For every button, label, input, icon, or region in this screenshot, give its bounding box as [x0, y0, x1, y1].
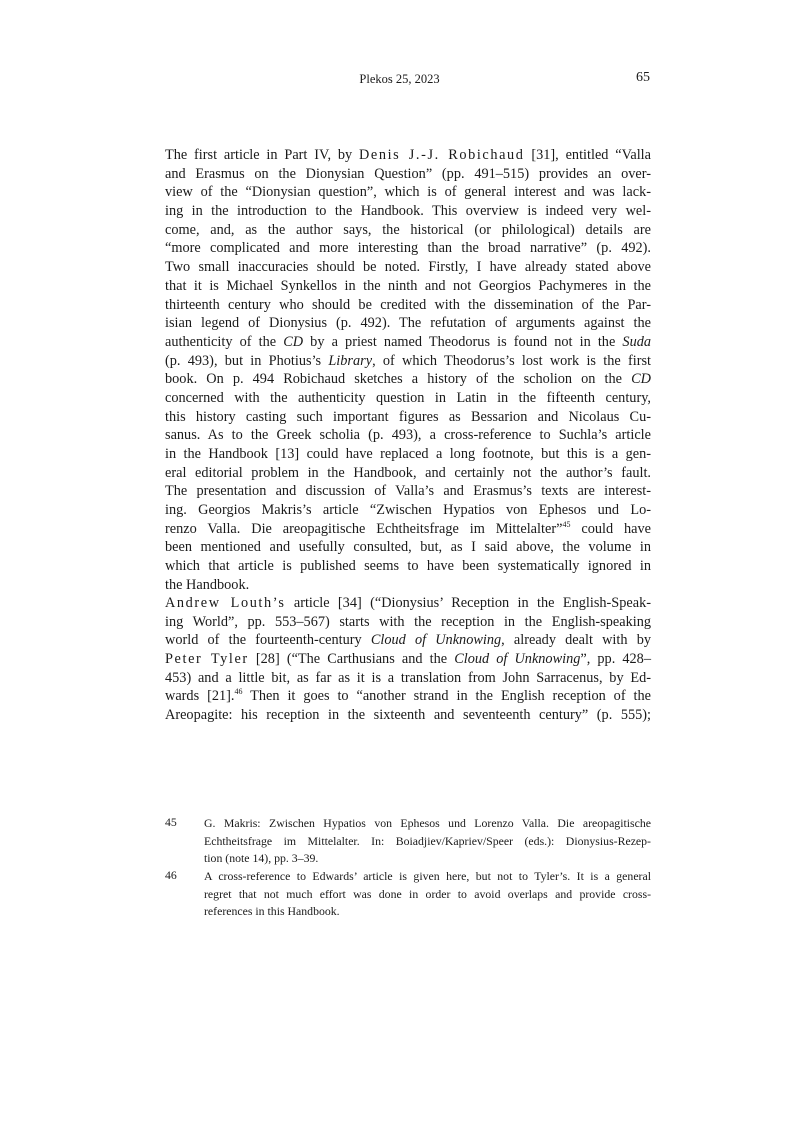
footnote-46 — [165, 868, 651, 921]
text-run: , already dealt with by — [501, 632, 651, 649]
text-line — [165, 314, 651, 333]
page-number: 65 — [636, 70, 650, 85]
text-run: which that article is published seems to have been systematically ignored in — [165, 558, 651, 575]
text-line — [165, 146, 651, 165]
text-line — [165, 165, 651, 184]
text-run: that it is Michael Synkellos in the ninth and not Georgios Pachymeres in the — [165, 277, 651, 294]
text-line — [165, 296, 651, 315]
text-run: eral editorial problem in the Handbook, and certainly not the author’s fault. — [165, 464, 651, 481]
text-line — [165, 258, 651, 277]
text-run: Two small inaccuracies should be noted. Firstly, I have already stated above — [165, 259, 651, 276]
text-line — [165, 557, 651, 576]
text-run: view of the “Dionysian question”, which is of general interest and was lack- — [165, 184, 651, 201]
text-run: been mentioned and usefully consulted, but, as I said above, the volume in — [165, 539, 651, 556]
italic-title: Library — [328, 352, 373, 369]
text-run: tion (note 14), pp. 3–39. — [204, 851, 319, 865]
text-run: thirteenth century who should be credited with the dissemination of the Par- — [165, 296, 651, 313]
text-line — [165, 631, 651, 650]
footnote-text — [204, 815, 651, 868]
footnote-ref: 45 — [562, 519, 571, 529]
text-run: “more complicated and more interesting than the broad narrative” (p. 492). — [165, 240, 651, 257]
text-run: article [34] (“Dionysius’ Reception in the English-Speak- — [285, 595, 652, 611]
text-line — [165, 594, 651, 613]
body-paragraph — [165, 146, 651, 595]
text-line — [165, 426, 651, 445]
text-line — [165, 277, 651, 296]
text-line — [165, 669, 651, 688]
text-run: (p. 493), but in Photius’s — [165, 352, 329, 369]
text-run: world of the fourteenth-century — [165, 632, 371, 649]
text-line — [204, 903, 651, 921]
text-run: ing in the introduction to the Handbook. This overview is indeed very wel- — [165, 203, 651, 220]
text-run: sanus. As to the Greek scholia (p. 493), a cross-reference to Suchla’s article — [165, 427, 651, 444]
italic-title: Cloud of Unknowing — [370, 632, 502, 649]
text-line — [165, 687, 651, 706]
text-line — [165, 650, 651, 669]
text-line — [165, 706, 651, 725]
text-run: ing. Georgios Makris’s article “Zwischen Hypatios von Ephesos und Lo- — [165, 502, 651, 519]
text-run: ing World”, pp. 553–567) starts with the reception in the English-speaking — [165, 613, 651, 630]
text-run: and Erasmus on the Dionysian Question” (pp. 491–515) provides an over- — [165, 165, 651, 182]
text-run: [28] (“The Carthusians and the — [248, 651, 455, 668]
text-line — [165, 221, 651, 240]
text-line — [165, 352, 651, 371]
text-line — [165, 183, 651, 202]
text-run: ”, pp. 428– — [580, 651, 651, 668]
body-paragraph — [165, 594, 651, 725]
text-line — [165, 408, 651, 427]
text-run: , of which Theodorus’s lost work is the first — [372, 352, 651, 369]
text-line — [165, 464, 651, 483]
text-line — [204, 815, 651, 833]
footnote-text — [204, 868, 651, 921]
text-line — [204, 886, 651, 904]
text-line — [165, 501, 651, 520]
text-line — [165, 445, 651, 464]
text-line — [165, 370, 651, 389]
text-run: references in this Handbook. — [204, 904, 340, 918]
text-run: 453) and a little bit, as far as it is a translation from John Sarracenus, by Ed- — [165, 669, 651, 686]
text-run: regret that not much effort was done in order to avoid overlaps and provide cross- — [204, 886, 651, 901]
text-run: by a priest named Theodorus is found not in the — [303, 333, 623, 350]
text-run: The presentation and discussion of Valla’s and Erasmus’s texts are interest- — [165, 483, 651, 500]
text-line — [165, 333, 651, 352]
text-run: the Handbook. — [165, 576, 250, 593]
text-run: this history casting such important figures as Bessarion and Nicolaus Cu- — [165, 408, 651, 425]
text-line — [165, 239, 651, 258]
text-run: book. On p. 494 Robichaud sketches a history of the scholion on the — [165, 371, 632, 388]
text-run: renzo Valla. Die areopagitische Echtheitsfrage im Mittelalter” — [165, 520, 563, 537]
text-line — [165, 520, 651, 539]
italic-title: Cloud of Unknowing — [454, 651, 581, 668]
text-line — [165, 613, 651, 632]
text-run: in the Handbook [13] could have replaced a long footnote, but this is a gen- — [165, 446, 651, 462]
text-line — [165, 482, 651, 501]
text-line — [204, 850, 651, 868]
footnote-45 — [165, 815, 651, 868]
text-line — [165, 389, 651, 408]
text-run: A cross-reference to Edwards’ article is given here, but not to Tyler’s. It is a general — [204, 869, 651, 883]
text-run: concerned with the authenticity question in Latin in the fifteenth century, — [165, 389, 651, 406]
footnote-number: 46 — [165, 868, 177, 882]
footnote-ref: 46 — [234, 687, 243, 697]
running-header: Plekos 25, 2023 — [359, 72, 440, 86]
text-line — [165, 202, 651, 221]
footnote-number: 45 — [165, 815, 177, 829]
text-run: Echtheitsfrage im Mittelalter. In: Boiadjiev/Kapriev/Speer (eds.): Dionysius-Rezep- — [204, 833, 651, 848]
text-run: isian legend of Dionysius (p. 492). The refutation of arguments against the — [165, 315, 651, 332]
text-run: [31], entitled “Valla — [524, 147, 651, 163]
author-name: Peter Tyler — [165, 651, 249, 668]
text-line — [204, 868, 651, 886]
text-run: authenticity of the — [165, 333, 284, 350]
text-run: could have — [570, 520, 652, 537]
author-name: Andrew Louth’s — [165, 595, 286, 611]
text-line — [204, 833, 651, 851]
author-name: Denis J.-J. Robichaud — [358, 147, 525, 163]
text-run: G. Makris: Zwischen Hypatios von Ephesos und Lorenzo Valla. Die areopagitische — [204, 816, 651, 830]
text-run: The first article in Part IV, by — [165, 147, 359, 163]
italic-title: CD — [283, 333, 304, 350]
text-line — [165, 538, 651, 557]
text-run: Then it goes to “another strand in the English reception of the — [242, 688, 651, 705]
text-run: Areopagite: his reception in the sixteenth and seventeenth century” (p. 555); — [165, 707, 651, 724]
text-run: wards [21]. — [165, 688, 235, 705]
italic-title: Suda — [622, 333, 652, 350]
italic-title: CD — [631, 371, 651, 388]
text-run: come, and, as the author says, the historical (or philological) details are — [165, 221, 651, 238]
text-line — [165, 576, 651, 595]
